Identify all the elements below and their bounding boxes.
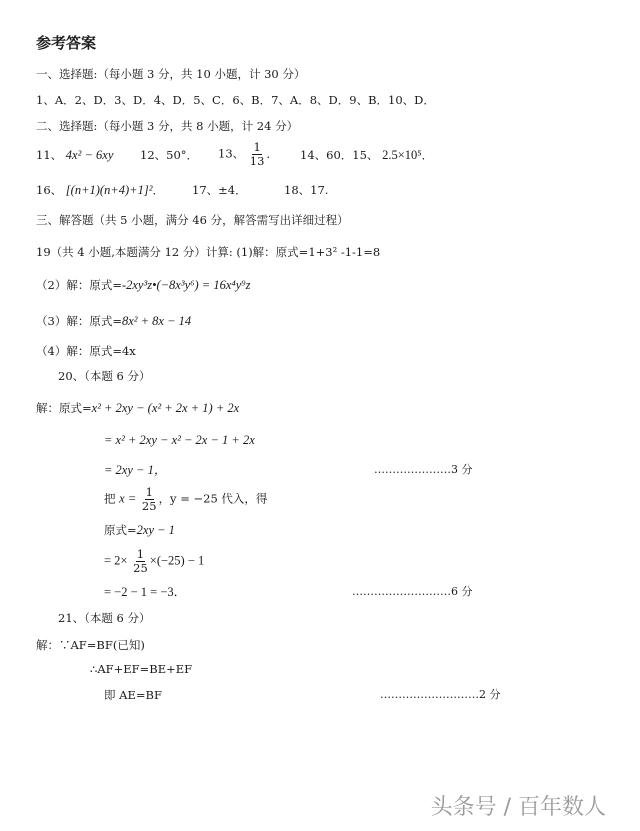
q11-row [36, 147, 113, 163]
q20-line3: = 2xy − 1， [104, 463, 167, 477]
q20-solution-start [36, 400, 239, 416]
q14-15-row: 14、60．15、 2.5×10⁵． [300, 148, 434, 162]
q19-3-expression: 8x² + 8x − 14 [121, 314, 192, 328]
q20-line5-label: 原式= [104, 523, 137, 537]
q15-answer: 2.5×10⁵ [382, 148, 422, 162]
q20-line5 [104, 522, 175, 538]
q19-intro: 19（共 4 小题,本题满分 12 分）计算: (1)解：原式=1+3² -1-1=8 [36, 245, 381, 259]
q20-sub-denominator: 25 [141, 499, 157, 513]
q20-solution-label: 解：原式= [36, 401, 92, 415]
watermark: 头条号 / 百年数人 [430, 795, 606, 820]
q20-score-2: ………………………6 分 [352, 585, 473, 598]
q20-line6-numerator: 1 [136, 547, 145, 561]
q18-answer: 18、17. [284, 183, 329, 197]
q11-label: 11、 [36, 148, 63, 162]
q17-answer: 17、±4． [192, 183, 247, 197]
q19-part4: （4）解：原式=4x [36, 344, 136, 358]
section2-heading: 二、选择题:（每小题 3 分，共 8 小题，计 24 分） [36, 119, 299, 133]
q20-substitution [104, 486, 267, 513]
q11-answer: 4x² − 6xy [65, 148, 114, 162]
q16-row: 16、 [(n+1)(n+4)+1]²． [36, 183, 164, 197]
q21-line1: 解：∵AF=BF(已知) [36, 638, 145, 652]
q20-line5-expr: 2xy − 1 [136, 523, 175, 537]
q19-part2 [36, 277, 251, 293]
q20-line6-prefix: = 2× [104, 553, 128, 568]
q19-2-label: （2）解：原式= [36, 278, 122, 292]
q20-sub-prefix: 把 [104, 491, 116, 506]
section3-heading: 三、解答题（共 5 小题，满分 46 分，解答需写出详细过程） [36, 213, 349, 227]
q19-part3 [36, 313, 191, 329]
q14-label: 14、60．15、 [300, 148, 379, 162]
q16-label: 16、 [36, 183, 63, 197]
q20-sub-fraction [141, 486, 158, 513]
q21-line2: ∴AF+EF=BE+EF [90, 662, 193, 676]
q20-line6-denominator: 25 [133, 561, 148, 575]
page-title: 参考答案 [36, 34, 97, 52]
q13-label: 13、 [218, 146, 245, 161]
q13-fraction [249, 141, 266, 168]
q13-denominator: 13 [249, 154, 265, 168]
q20-heading: 20、（本题 6 分） [58, 369, 151, 383]
q13-row: 13、 $\frac{1}{13}$ ． [218, 140, 278, 168]
q20-line2: = x² + 2xy − x² − 2x − 1 + 2x [104, 433, 255, 447]
q19-2-expression: -2xy³z•(−8x³y⁶) = 16x⁴y⁹z [121, 278, 251, 292]
q21-score: ………………………2 分 [380, 688, 501, 701]
q20-line6-fraction [132, 548, 149, 575]
q20-sub-y: ，y = −25 代入，得 [158, 491, 268, 506]
q13-numerator: 1 [253, 140, 261, 154]
q20-sub-numerator: 1 [145, 485, 153, 499]
q20-line6 [104, 548, 204, 575]
q12-answer: 12、50°． [140, 148, 199, 162]
q20-line1: x² + 2xy − (x² + 2x + 1) + 2x [91, 401, 240, 415]
q21-line3: 即 AE=BF [104, 688, 162, 702]
q20-score-1: …………………3 分 [374, 463, 473, 476]
section1-answers: 1、A．2、D．3、D．4、D．5、C．6、B．7、A．8、D．9、B．10、D． [36, 93, 435, 107]
q21-heading: 21、（本题 6 分） [58, 611, 151, 625]
q20-line7: = −2 − 1 = −3． [104, 585, 187, 599]
q19-3-label: （3）解：原式= [36, 314, 122, 328]
q20-line6-suffix: ×(−25) − 1 [149, 553, 205, 568]
q20-sub-x: x = [119, 491, 137, 506]
section1-heading: 一、选择题:（每小题 3 分，共 10 小题，计 30 分） [36, 67, 306, 81]
q16-answer: [(n+1)(n+4)+1]² [65, 183, 153, 197]
